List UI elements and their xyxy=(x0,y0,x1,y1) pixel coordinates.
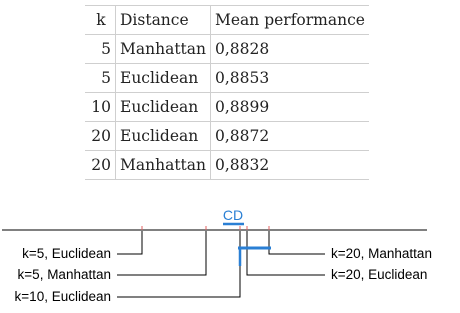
cell-k: 10 xyxy=(85,93,116,122)
cell-distance: Euclidean xyxy=(116,122,211,151)
leader-line-k20-euclidean xyxy=(247,231,325,275)
critical-difference-diagram xyxy=(0,195,460,313)
table-row xyxy=(85,35,369,64)
cell-k: 5 xyxy=(85,64,116,93)
cell-performance: 0,8832 xyxy=(215,156,270,174)
label-k20-euclidean: k=20, Euclidean xyxy=(331,267,428,282)
table-row xyxy=(85,93,369,122)
header-k: k xyxy=(85,6,116,35)
cell-distance: Euclidean xyxy=(116,93,211,122)
cell-k: 20 xyxy=(85,151,116,180)
leader-line-k20-manhattan xyxy=(269,231,325,254)
leader-line-k5-euclidean xyxy=(117,231,142,254)
cd-label: CD xyxy=(222,207,244,223)
header-mean-performance: Mean performance xyxy=(215,11,365,29)
header-distance: Distance xyxy=(116,6,211,35)
cell-distance: Manhattan xyxy=(116,35,211,64)
results-table xyxy=(85,5,369,180)
results-table-container xyxy=(85,5,369,180)
cell-distance: Manhattan xyxy=(116,151,211,180)
table-header-row xyxy=(85,6,369,35)
label-k20-manhattan: k=20, Manhattan xyxy=(331,246,432,261)
label-k10-euclidean: k=10, Euclidean xyxy=(14,289,111,304)
cell-k: 5 xyxy=(85,35,116,64)
cell-performance: 0,8828 xyxy=(215,40,270,58)
label-k5-manhattan: k=5, Manhattan xyxy=(17,267,111,282)
leader-line-k5-manhattan xyxy=(117,231,206,275)
cell-performance: 0,8872 xyxy=(215,127,270,145)
cell-performance: 0,8853 xyxy=(215,69,270,87)
table-row xyxy=(85,122,369,151)
leader-line-k10-euclidean xyxy=(117,231,240,297)
cell-distance: Euclidean xyxy=(116,64,211,93)
cell-k: 20 xyxy=(85,122,116,151)
label-k5-euclidean: k=5, Euclidean xyxy=(22,246,111,261)
table-row xyxy=(85,64,369,93)
cell-performance: 0,8899 xyxy=(215,98,270,116)
table-row xyxy=(85,151,369,180)
